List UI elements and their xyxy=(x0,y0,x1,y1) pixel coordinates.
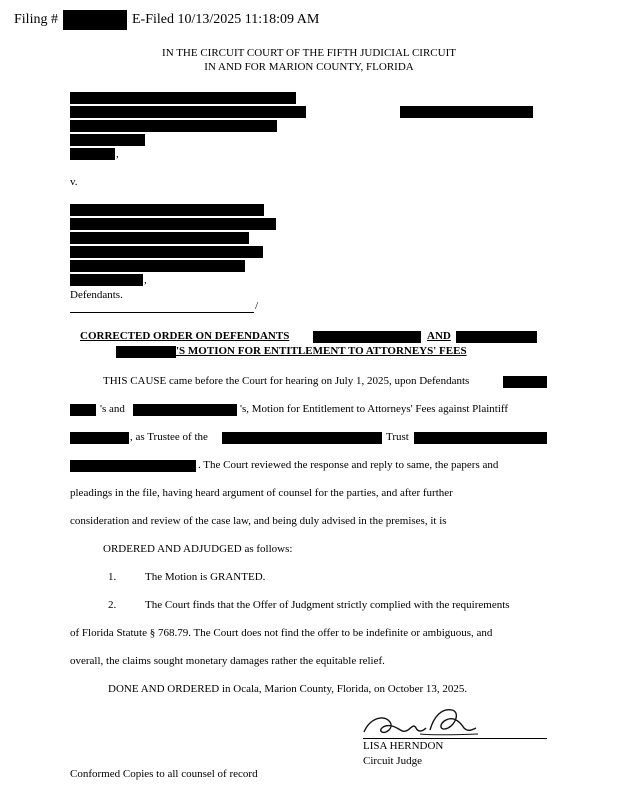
redacted-trust-date xyxy=(414,432,547,444)
efiled-timestamp: E-Filed 10/13/2025 11:18:09 AM xyxy=(132,12,320,27)
redacted-defendant-line xyxy=(70,260,245,272)
conformed-copies-note: Conformed Copies to all counsel of record xyxy=(70,768,258,780)
body-line: pleadings in the file, having heard argument of counsel for the parties, and after further xyxy=(70,487,453,499)
judge-name: LISA HERNDON xyxy=(363,740,444,752)
redacted-name xyxy=(133,404,237,416)
redacted-plaintiff-line xyxy=(70,148,115,160)
caption-comma: , xyxy=(116,148,119,160)
item1-text: The Motion is GRANTED. xyxy=(145,571,266,583)
caption-slash: / xyxy=(255,300,259,312)
item1-number: 1. xyxy=(108,571,117,583)
redacted-name xyxy=(70,432,129,444)
redacted-defendant-line xyxy=(70,274,143,286)
item2-line2: of Florida Statute § 768.79. The Court does not find the offer to be indefinite or ambiguous, and xyxy=(70,627,493,639)
body-line: THIS CAUSE came before the Court for hearing on July 1, 2025, upon Defendants xyxy=(103,375,470,387)
redacted-name xyxy=(70,404,96,416)
body-line: Trust xyxy=(386,431,409,443)
body-line: . The Court reviewed the response and reply to same, the papers and xyxy=(198,459,499,471)
ordered-adjudged: ORDERED AND ADJUDGED as follows: xyxy=(103,543,293,555)
body-line: , as Trustee of the xyxy=(130,431,208,443)
court-heading-line2: IN AND FOR MARION COUNTY, FLORIDA xyxy=(204,61,414,73)
redacted-defendant-name xyxy=(116,346,176,358)
redacted-name xyxy=(70,460,196,472)
redacted-plaintiff-line xyxy=(70,106,306,118)
order-title-and: AND xyxy=(427,330,451,342)
redacted-plaintiff-line xyxy=(70,134,145,146)
judge-signature-image xyxy=(360,704,480,742)
redacted-defendant-line xyxy=(70,218,276,230)
signature-line xyxy=(363,738,547,739)
item2-text: The Court finds that the Offer of Judgment strictly complied with the requirements xyxy=(145,599,510,611)
defendants-label: Defendants. xyxy=(70,289,123,301)
item2-number: 2. xyxy=(108,599,117,611)
court-heading-line1: IN THE CIRCUIT COURT OF THE FIFTH JUDICIAL CIRCUIT xyxy=(162,47,456,59)
redacted-defendant-name xyxy=(456,331,537,343)
redacted-plaintiff-line xyxy=(400,106,533,118)
item2-line3: overall, the claims sought monetary damages rather the equitable relief. xyxy=(70,655,385,667)
body-line: 's, Motion for Entitlement to Attorneys' Fees against Plaintiff xyxy=(240,403,509,415)
redacted-defendant-name xyxy=(313,331,421,343)
redacted-plaintiff-line xyxy=(70,120,277,132)
redacted-defendant-line xyxy=(70,232,249,244)
body-line: 's and xyxy=(100,403,125,415)
judge-title: Circuit Judge xyxy=(363,755,422,767)
redacted-defendant-line xyxy=(70,204,264,216)
redacted-filing-number xyxy=(63,10,127,30)
redacted-name xyxy=(503,376,547,388)
caption-comma: , xyxy=(144,274,147,286)
redacted-defendant-line xyxy=(70,246,263,258)
done-and-ordered: DONE AND ORDERED in Ocala, Marion County, Florida, on October 13, 2025. xyxy=(108,683,468,695)
caption-rule xyxy=(70,312,254,313)
order-title-part2: 'S MOTION FOR ENTITLEMENT TO ATTORNEYS' FEES xyxy=(176,345,467,357)
body-line: consideration and review of the case law, and being duly advised in the premises, it is xyxy=(70,515,447,527)
redacted-trust-name xyxy=(222,432,382,444)
redacted-plaintiff-line xyxy=(70,92,296,104)
filing-label: Filing # xyxy=(14,12,58,27)
versus: v. xyxy=(70,176,78,188)
order-title-part1: CORRECTED ORDER ON DEFENDANTS xyxy=(80,330,290,342)
